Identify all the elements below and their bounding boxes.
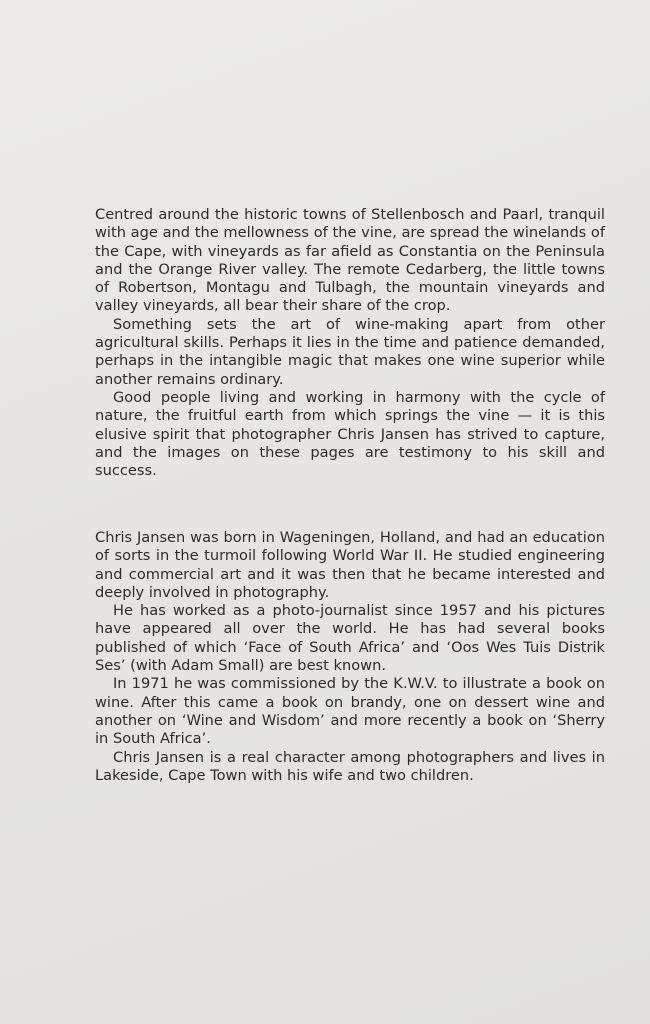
bio-paragraph: In 1971 he was commissioned by the K.W.V. to illustrate a book on wine. After this came a book on brandy, one on dessert wine and another on ‘Wine and Wisdom’ and more recently a book on ‘Sherry in South Africa’. xyxy=(95,675,605,748)
intro-paragraph: Good people living and working in harmony with the cycle of nature, the fruitful earth from which springs the vine — it is this elusive spirit that photographer Chris Jansen has strived to capture, and the images on these pages are testimony to his skill and success. xyxy=(95,388,605,480)
intro-paragraph: Centred around the historic towns of Stellenbosch and Paarl, tranquil with age and the mellowness of the vine, are spread the winelands of the Cape, with vineyards as far afield as Constantia on the Peninsula and the Orange River valley. The remote Cedarberg, the little towns of Robertson, Montagu and Tulbagh, the mountain vineyards and valley vineyards, all bear their share of the crop. xyxy=(95,206,605,315)
bio-paragraph: He has worked as a photo-journalist since 1957 and his pictures have appeared all over the world. He has had several books published of which ‘Face of South Africa’ and ‘Oos Wes Tuis Distrik Ses’ (with Adam Small) are best known. xyxy=(95,602,605,675)
photographer-bio-block xyxy=(95,529,605,785)
bio-paragraph: Chris Jansen is a real character among photographers and lives in Lakeside, Cape Town with his wife and two children. xyxy=(95,748,605,784)
intro-text-block xyxy=(95,206,605,480)
intro-paragraph: Something sets the art of wine-making apart from other agricultural skills. Perhaps it lies in the time and patience demanded, perhaps in the intangible magic that makes one wine superior while another remains ordinary. xyxy=(95,315,605,388)
bio-paragraph: Chris Jansen was born in Wageningen, Holland, and had an education of sorts in the turmoil following World War II. He studied engineering and commercial art and it was then that he became interested and deeply involved in photography. xyxy=(95,529,605,601)
